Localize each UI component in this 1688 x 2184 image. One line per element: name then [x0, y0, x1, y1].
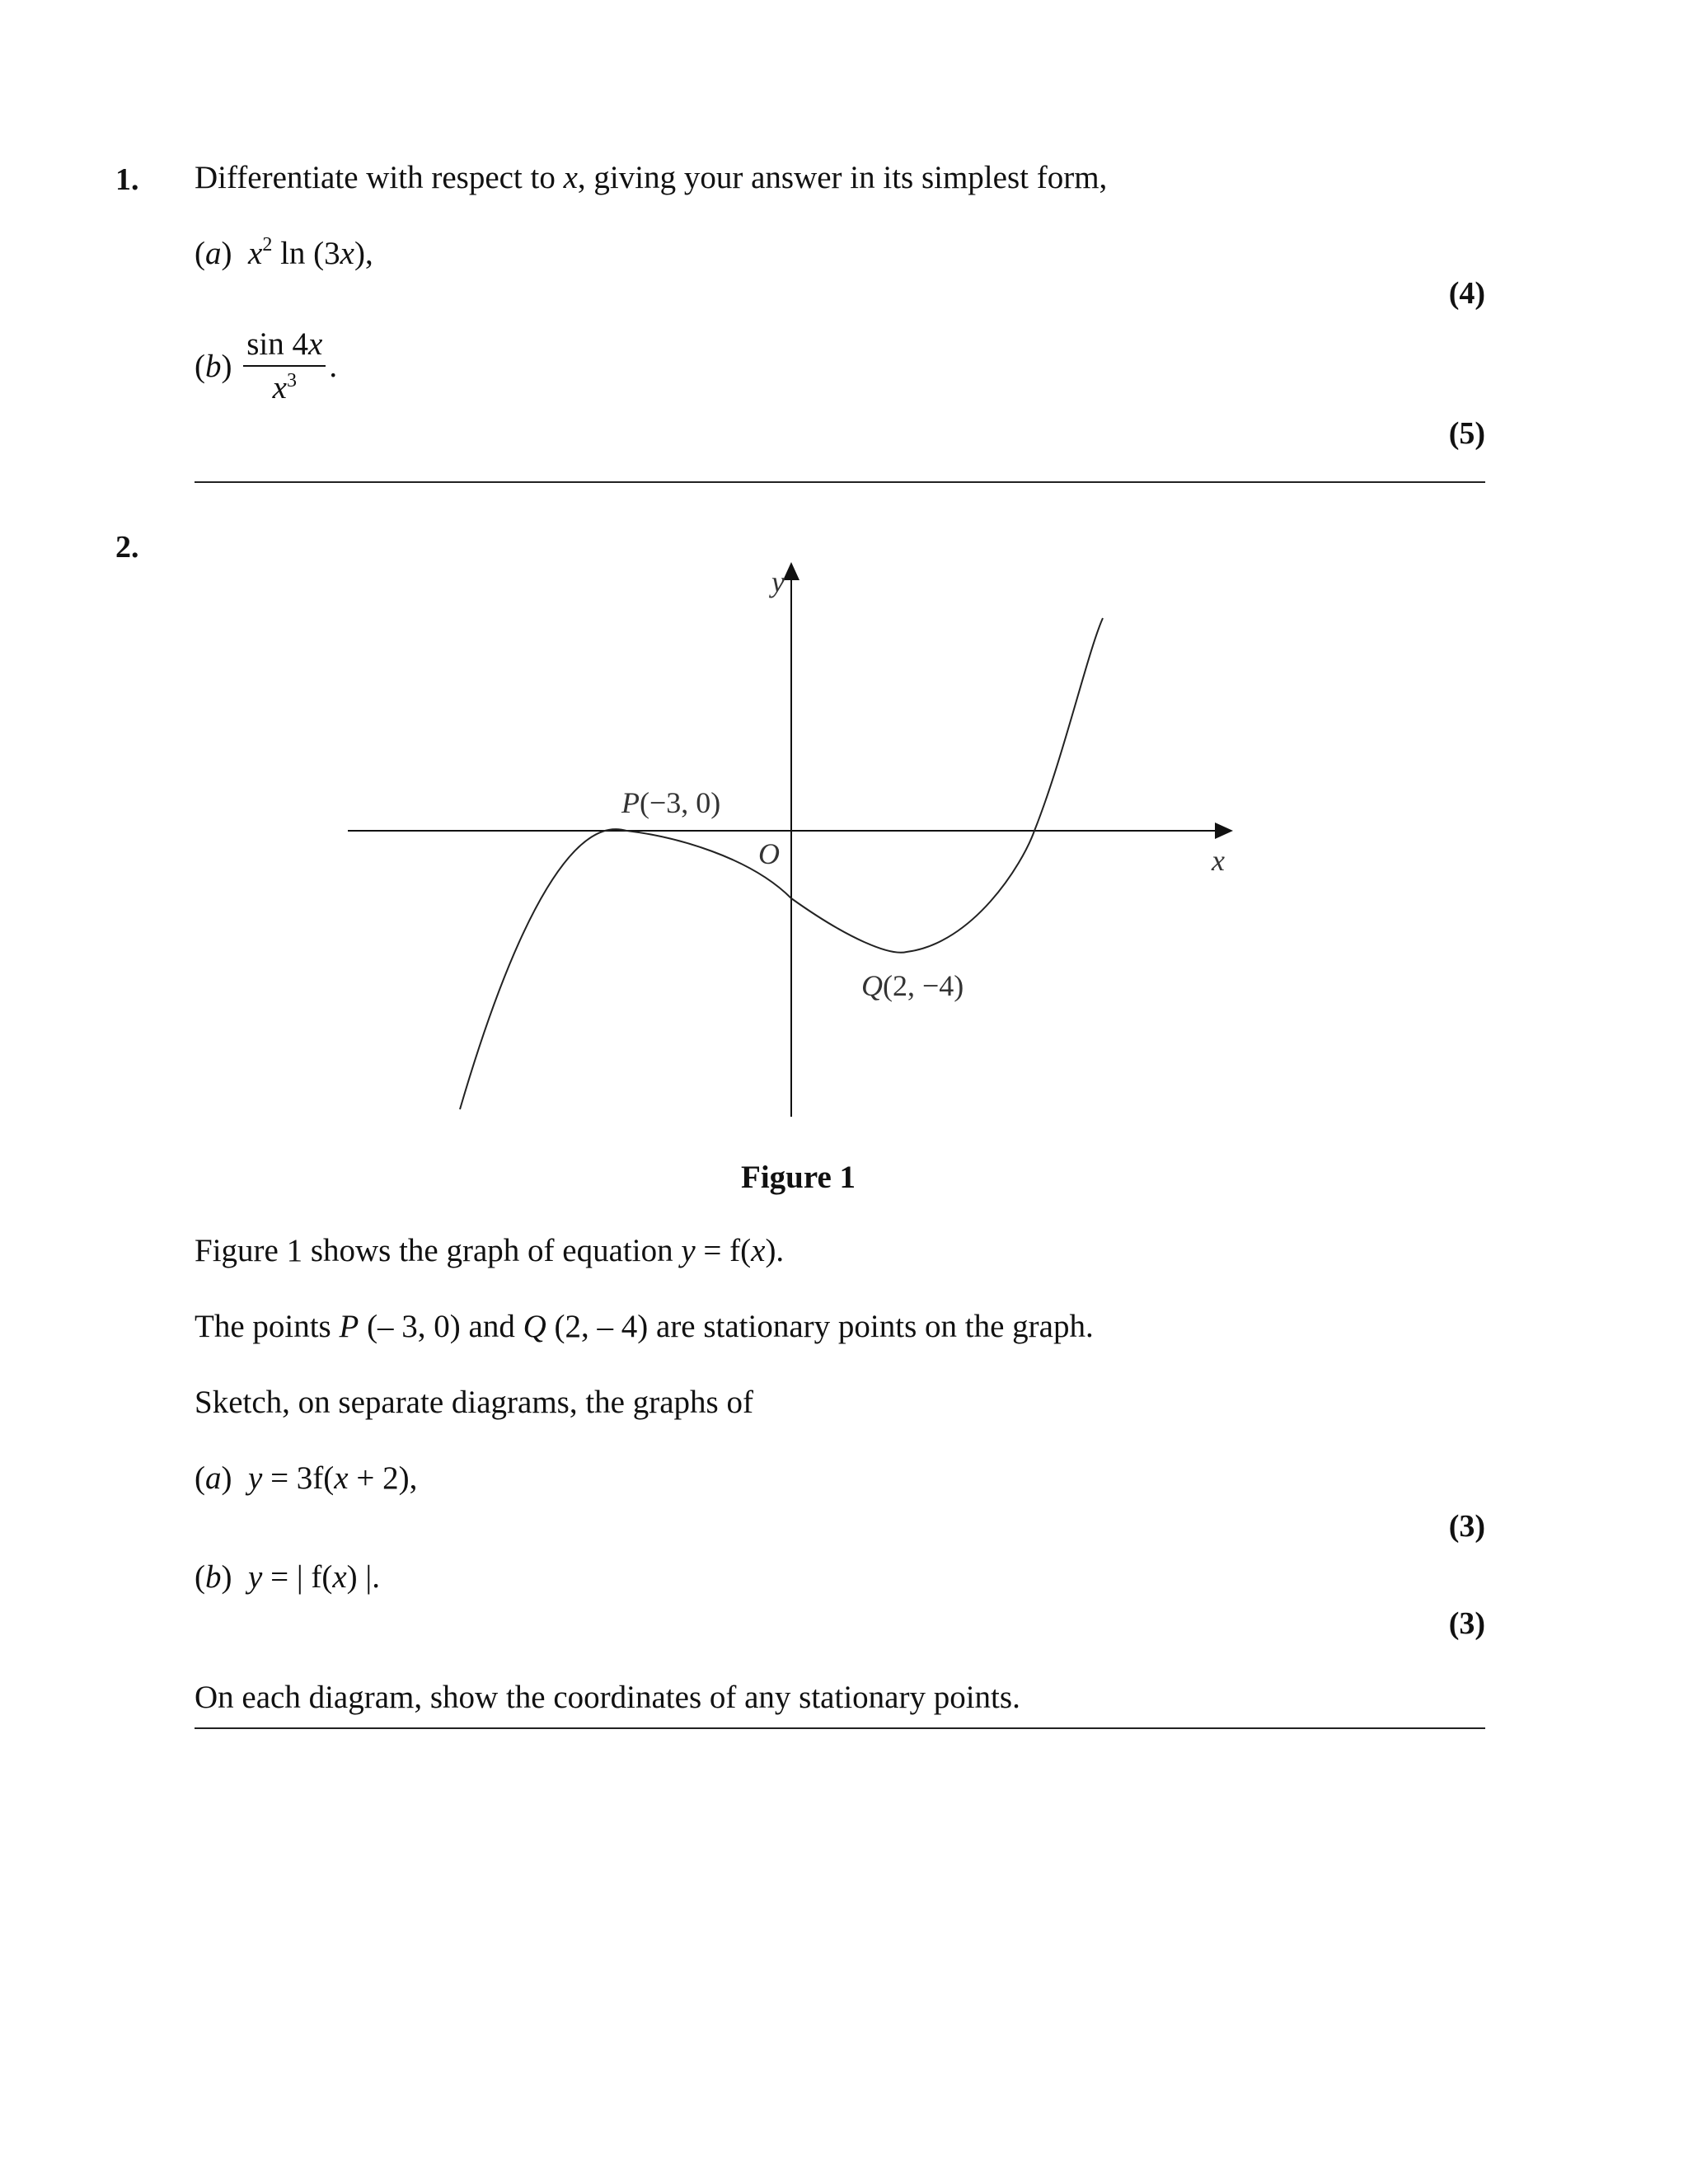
q2-b-fn: f( — [311, 1559, 333, 1595]
q2-b-end: . — [372, 1559, 380, 1595]
q1-part-a: (a) $x^2$ ln (3x), — [195, 234, 373, 271]
q2-line1-mid: = f( — [695, 1233, 752, 1268]
q2-part-b-marks: (3) — [1448, 1606, 1485, 1641]
q1-b-end: . — [329, 348, 338, 384]
q1-a-var: x — [340, 236, 354, 271]
point-p-letter: P — [621, 786, 640, 819]
q2-b-fn-end: ) — [346, 1559, 358, 1595]
origin-label: O — [758, 837, 780, 870]
q2-line-2 — [195, 1310, 1094, 1343]
point-q-label — [861, 969, 964, 1002]
curve-y-equals-f-x — [460, 618, 1103, 1109]
q2-b-y: y — [248, 1559, 263, 1595]
q2-a-expr2: + 2), — [348, 1460, 418, 1496]
q2-line2-p: P — [339, 1309, 359, 1344]
q1-b-fraction — [243, 328, 326, 404]
q1-b-num-fn: sin 4 — [246, 326, 309, 362]
q1-stem-prefix: Differentiate with respect to — [195, 160, 564, 195]
point-p-coords: (−3, 0) — [640, 786, 721, 819]
abs-bar-right: | — [365, 1559, 373, 1595]
q2-line2-prefix: The points — [195, 1309, 340, 1344]
point-q-letter: Q — [861, 969, 883, 1002]
q1-part-a-label: a — [205, 236, 222, 271]
y-axis-label: y — [771, 565, 785, 598]
q2-part-a: (a) y = 3f(x + 2), — [195, 1460, 418, 1496]
q2-part-b-label: b — [205, 1559, 222, 1595]
q1-a-end: ), — [354, 236, 373, 271]
q2-line-3: Sketch, on separate diagrams, the graphs of — [195, 1385, 753, 1420]
question-1-stem — [195, 162, 1107, 194]
q2-line1-y: y — [681, 1233, 696, 1268]
q2-a-expr1: = 3f( — [262, 1460, 335, 1496]
point-p-label — [621, 786, 720, 819]
q2-closing: On each diagram, show the coordinates of any stationary points. — [195, 1680, 1020, 1715]
q1-part-b-marks: (5) — [1448, 416, 1485, 451]
q2-b-eq: = — [262, 1559, 297, 1595]
q1-b-den-base: x — [272, 370, 287, 405]
q2-line1-prefix: Figure 1 shows the graph of equation — [195, 1233, 682, 1268]
x-axis-label: x — [1212, 844, 1225, 877]
abs-bar-left: | — [296, 1559, 303, 1595]
q1-part-a-marks: (4) — [1448, 276, 1485, 311]
q1-a-rest: ln (3 — [272, 236, 340, 271]
x-axis-arrow — [1215, 823, 1233, 839]
q1-part-b-label: b — [205, 348, 222, 384]
q1-part-b: (b) $\frac{\sin 4x}{x^3}$ . — [195, 326, 338, 405]
q2-line2-q-coords: (2, – 4) are stationary points on the graph. — [546, 1309, 1094, 1344]
q2-line2-p-coords: (– 3, 0) and — [359, 1309, 523, 1344]
q2-part-b: (b) y = | f(x) |. — [195, 1559, 380, 1595]
figure-1-graph — [330, 552, 1253, 1129]
q1-stem-suffix: , giving your answer in its simplest form, — [577, 160, 1108, 195]
q2-line-1 — [195, 1235, 784, 1267]
q2-a-x: x — [334, 1460, 349, 1496]
q1-divider — [195, 481, 1485, 483]
q2-b-x: x — [332, 1559, 347, 1595]
q2-line1-x: x — [751, 1233, 766, 1268]
q1-stem-var: x — [563, 160, 578, 195]
q2-a-y: y — [248, 1460, 263, 1496]
q2-part-a-marks: (3) — [1448, 1509, 1485, 1544]
q2-line2-q: Q — [523, 1309, 546, 1344]
figure-caption: Figure 1 — [741, 1160, 856, 1195]
q1-b-num-var: x — [308, 326, 323, 362]
q2-divider — [195, 1727, 1485, 1729]
q1-a-exp: 2 — [262, 234, 273, 255]
question-2-number: 2. — [115, 530, 139, 565]
point-q-coords: (2, −4) — [883, 969, 964, 1002]
q1-b-den-exp: 3 — [286, 370, 297, 391]
q2-line1-end: ). — [765, 1233, 785, 1268]
question-1-number: 1. — [115, 162, 139, 197]
q1-a-base: x — [248, 236, 263, 271]
y-axis-arrow — [783, 562, 799, 580]
q2-part-a-label: a — [205, 1460, 222, 1496]
